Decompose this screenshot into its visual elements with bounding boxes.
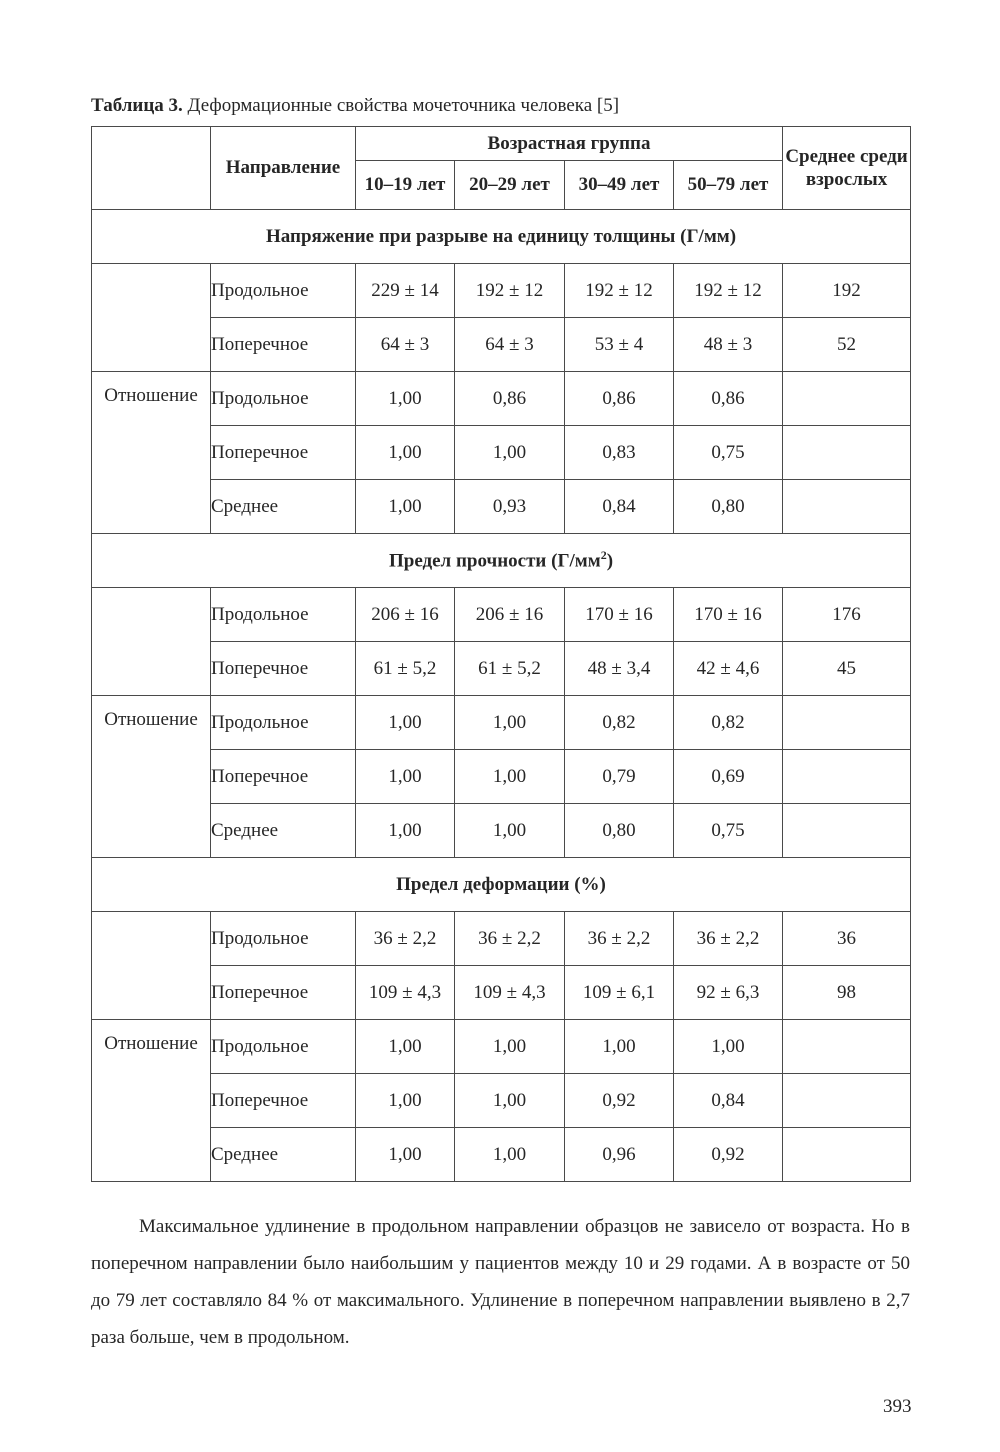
value-cell: 64 ± 3	[356, 318, 455, 372]
value-cell: 36 ± 2,2	[565, 912, 674, 966]
value-cell: 0,83	[565, 426, 674, 480]
direction-cell: Продольное	[211, 696, 356, 750]
value-cell: 0,82	[565, 696, 674, 750]
average-cell	[783, 750, 911, 804]
direction-cell: Поперечное	[211, 966, 356, 1020]
group-empty-cell	[92, 264, 211, 372]
value-cell: 0,84	[674, 1074, 783, 1128]
direction-cell: Среднее	[211, 480, 356, 534]
average-cell	[783, 1074, 911, 1128]
value-cell: 1,00	[455, 696, 565, 750]
section-title-row	[92, 534, 911, 588]
value-cell: 0,86	[674, 372, 783, 426]
direction-cell: Поперечное	[211, 318, 356, 372]
section-title-text: Предел прочности (Г/мм	[388, 550, 601, 572]
group-label-ratio: Отношение	[92, 1020, 211, 1182]
average-cell	[783, 804, 911, 858]
average-cell: 98	[783, 966, 911, 1020]
table-row	[92, 426, 911, 480]
value-cell: 170 ± 16	[674, 588, 783, 642]
value-cell: 192 ± 12	[674, 264, 783, 318]
value-cell: 1,00	[356, 1020, 455, 1074]
page-number: 393	[883, 1396, 912, 1417]
value-cell: 1,00	[356, 696, 455, 750]
value-cell: 0,75	[674, 426, 783, 480]
table-row	[92, 1128, 911, 1182]
value-cell: 0,69	[674, 750, 783, 804]
direction-cell: Продольное	[211, 264, 356, 318]
table-row	[92, 264, 911, 318]
table-body	[92, 210, 911, 1182]
average-cell: 52	[783, 318, 911, 372]
average-cell	[783, 426, 911, 480]
value-cell: 206 ± 16	[356, 588, 455, 642]
average-cell	[783, 372, 911, 426]
value-cell: 0,75	[674, 804, 783, 858]
value-cell: 48 ± 3	[674, 318, 783, 372]
table-row	[92, 750, 911, 804]
section-title-text: Предел деформации (%)	[396, 873, 606, 895]
value-cell: 36 ± 2,2	[674, 912, 783, 966]
direction-cell: Продольное	[211, 372, 356, 426]
average-cell	[783, 1128, 911, 1182]
section-title-text: Напряжение при разрыве на единицу толщины (Г/мм)	[265, 225, 737, 247]
value-cell: 0,92	[674, 1128, 783, 1182]
header-empty-cell	[92, 127, 211, 210]
direction-cell: Поперечное	[211, 426, 356, 480]
value-cell: 1,00	[565, 1020, 674, 1074]
value-cell: 1,00	[455, 804, 565, 858]
value-cell: 109 ± 4,3	[356, 966, 455, 1020]
value-cell: 1,00	[455, 1128, 565, 1182]
average-cell	[783, 480, 911, 534]
value-cell: 109 ± 4,3	[455, 966, 565, 1020]
group-label-ratio: Отношение	[92, 372, 211, 534]
table-row	[92, 642, 911, 696]
body-paragraph: Максимальное удлинение в продольном направлении образцов не зависело от возраста. Но в поперечном направлении было наибольшим у пациентов между 10 и 29 годами. А в возрасте от 50 до 79 лет составляло 84 % от максимального. Удлинение в поперечном направлении выявлено в 2,7 раза больше, чем в продольном.	[91, 1216, 910, 1348]
value-cell: 0,84	[565, 480, 674, 534]
group-empty-cell	[92, 588, 211, 696]
value-cell: 0,93	[455, 480, 565, 534]
value-cell: 53 ± 4	[565, 318, 674, 372]
value-cell: 1,00	[356, 426, 455, 480]
value-cell: 0,80	[674, 480, 783, 534]
table-row	[92, 804, 911, 858]
direction-cell: Поперечное	[211, 1074, 356, 1128]
value-cell: 192 ± 12	[565, 264, 674, 318]
table-caption	[91, 94, 619, 118]
value-cell: 0,92	[565, 1074, 674, 1128]
table-row	[92, 696, 911, 750]
value-cell: 1,00	[356, 1074, 455, 1128]
average-cell	[783, 696, 911, 750]
header-age: 20–29 лет	[455, 161, 565, 210]
average-cell: 45	[783, 642, 911, 696]
value-cell: 192 ± 12	[455, 264, 565, 318]
table-row	[92, 372, 911, 426]
direction-cell: Продольное	[211, 912, 356, 966]
value-cell: 0,96	[565, 1128, 674, 1182]
value-cell: 0,80	[565, 804, 674, 858]
value-cell: 42 ± 4,6	[674, 642, 783, 696]
section-title	[92, 534, 911, 588]
table-row	[92, 318, 911, 372]
header-age: 50–79 лет	[674, 161, 783, 210]
header-direction: Направление	[211, 127, 356, 210]
average-cell: 192	[783, 264, 911, 318]
section-title-row	[92, 858, 911, 912]
value-cell: 170 ± 16	[565, 588, 674, 642]
header-average: Среднее среди взрослых	[783, 127, 911, 210]
header-age-group: Возрастная группа	[356, 127, 783, 161]
direction-cell: Поперечное	[211, 642, 356, 696]
direction-cell: Продольное	[211, 1020, 356, 1074]
value-cell: 1,00	[356, 1128, 455, 1182]
direction-cell: Среднее	[211, 804, 356, 858]
table-row	[92, 588, 911, 642]
direction-cell: Поперечное	[211, 750, 356, 804]
value-cell: 1,00	[455, 1020, 565, 1074]
value-cell: 0,79	[565, 750, 674, 804]
average-cell	[783, 1020, 911, 1074]
deformation-table	[91, 126, 911, 1182]
section-title-superscript: 2	[600, 548, 607, 563]
average-cell: 176	[783, 588, 911, 642]
section-title-row	[92, 210, 911, 264]
section-title	[92, 210, 911, 264]
value-cell: 0,82	[674, 696, 783, 750]
value-cell: 229 ± 14	[356, 264, 455, 318]
value-cell: 36 ± 2,2	[455, 912, 565, 966]
value-cell: 0,86	[565, 372, 674, 426]
value-cell: 61 ± 5,2	[455, 642, 565, 696]
table-row	[92, 1074, 911, 1128]
value-cell: 61 ± 5,2	[356, 642, 455, 696]
group-empty-cell	[92, 912, 211, 1020]
value-cell: 1,00	[356, 480, 455, 534]
header-age: 10–19 лет	[356, 161, 455, 210]
table-row	[92, 1020, 911, 1074]
group-label-ratio: Отношение	[92, 696, 211, 858]
value-cell: 1,00	[356, 750, 455, 804]
value-cell: 206 ± 16	[455, 588, 565, 642]
table-caption-text: Деформационные свойства мочеточника человека [5]	[182, 95, 620, 116]
value-cell: 64 ± 3	[455, 318, 565, 372]
table-row	[92, 912, 911, 966]
value-cell: 1,00	[674, 1020, 783, 1074]
value-cell: 92 ± 6,3	[674, 966, 783, 1020]
value-cell: 0,86	[455, 372, 565, 426]
value-cell: 1,00	[455, 426, 565, 480]
value-cell: 1,00	[455, 750, 565, 804]
header-age: 30–49 лет	[565, 161, 674, 210]
section-title-end: )	[606, 550, 614, 572]
direction-cell: Среднее	[211, 1128, 356, 1182]
table-caption-label: Таблица 3.	[91, 95, 183, 116]
value-cell: 36 ± 2,2	[356, 912, 455, 966]
value-cell: 1,00	[455, 1074, 565, 1128]
direction-cell: Продольное	[211, 588, 356, 642]
average-cell: 36	[783, 912, 911, 966]
value-cell: 1,00	[356, 372, 455, 426]
value-cell: 48 ± 3,4	[565, 642, 674, 696]
value-cell: 109 ± 6,1	[565, 966, 674, 1020]
table-row	[92, 966, 911, 1020]
value-cell: 1,00	[356, 804, 455, 858]
table-row	[92, 480, 911, 534]
section-title	[92, 858, 911, 912]
